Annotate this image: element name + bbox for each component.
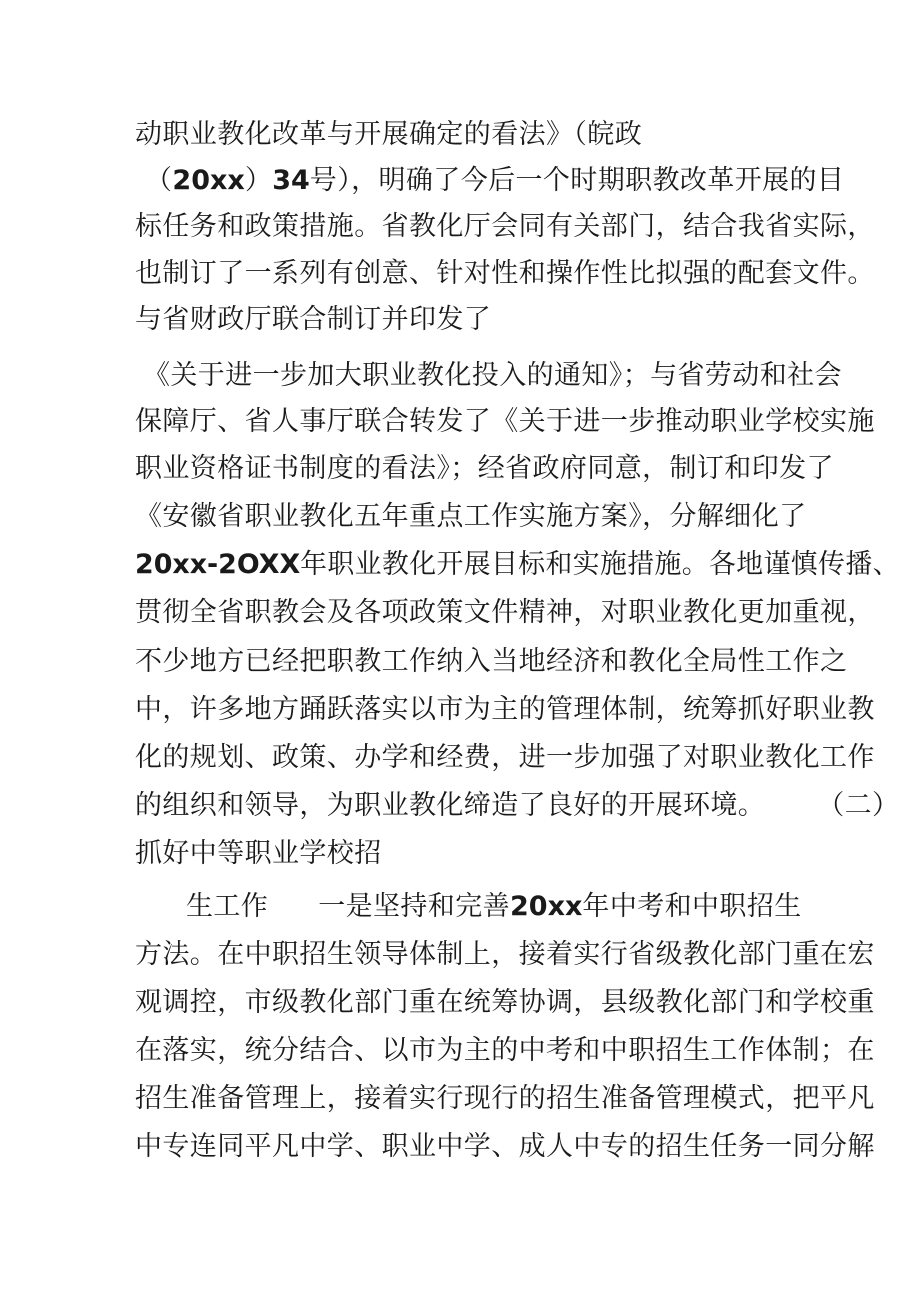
line-number: 20xx-2OXX [135,549,301,580]
text-line-11 [135,596,875,630]
line-close-paren: ） [244,165,273,196]
line-text: 抓好中等职业学校招 [135,838,382,869]
section-number: （二） [817,790,900,821]
text-line-8 [135,452,834,486]
line-number: 20xx [172,165,245,196]
text-line-2 [145,164,844,198]
text-line-10 [135,548,900,582]
text-line-18 [135,938,875,972]
text-line-22 [135,1130,875,1164]
line-text: 《安徽省职业教化五年重点工作实施方案》，分解细化了 [135,501,807,532]
line-text: 不少地方已经把职教工作纳入当地经济和教化全局性工作之 [135,646,848,677]
text-line-21 [135,1082,875,1116]
line-text: 一是坚持和完善 [318,891,511,922]
line-text: 标任务和政策措施。省教化厅会同有关部门，结合我省实际， [135,211,875,242]
line-open-paren: （ [145,165,173,196]
text-line-4 [135,257,875,291]
line-text: 号），明确了今后一个时期职教改革开展的目 [309,165,845,196]
text-line-12 [135,645,847,679]
text-line-16 [135,837,382,871]
text-line-13 [135,693,875,727]
text-line-3 [135,210,875,244]
text-line-15 [135,789,899,823]
line-text: 贯彻全省职教会及各项政策文件精神，对职业教化更加重视， [135,597,875,628]
line-text: 化的规划、政策、办学和经费，进一步加强了对职业教化工作 [135,742,875,773]
text-line-17 [186,890,802,924]
text-line-19 [135,986,875,1020]
line-text: 职业资格证书制度的看法》；经省政府同意，制订和印发了 [135,453,834,484]
line-text: 观调控，市级教化部门重在统筹协调，县级教化部门和学校重 [135,987,875,1018]
line-text: 在落实，统分结合、以市为主的中考和中职招生工作体制；在 [135,1035,875,1066]
line-text: 的组织和领导，为职业教化缔造了良好的开展环境。 [135,790,766,821]
text-line-1 [135,118,642,152]
line-text: 方法。在中职招生领导体制上，接着实行省级教化部门重在宏 [135,939,875,970]
line-text: 与省财政厅联合制订并印发了 [135,304,492,335]
line-number: 20xx [510,891,583,922]
line-text: 也制订了一系列有创意、针对性和操作性比拟强的配套文件。 [135,258,875,289]
text-line-7 [135,405,875,439]
line-text: 保障厅、省人事厅联合转发了《关于进一步推动职业学校实施 [135,406,875,437]
text-line-6 [143,359,842,393]
text-line-9 [135,500,807,534]
text-line-5 [135,303,491,337]
line-text: 年职业教化开展目标和实施措施。各地谨慎传播、 [300,549,900,580]
section-heading: 生工作 [186,891,269,922]
line-text: 中专连同平凡中学、职业中学、成人中专的招生任务一同分解 [135,1131,875,1162]
line-text: 中，许多地方踊跃落实以市为主的管理体制，统筹抓好职业教 [135,694,875,725]
line-text: 动职业教化改革与开展确定的看法》（皖政 [135,119,643,150]
line-text: 招生准备管理上，接着实行现行的招生准备管理模式，把平凡 [135,1083,875,1114]
line-text: 《关于进一步加大职业教化投入的通知》；与省劳动和社会 [143,360,842,391]
text-line-14 [135,741,875,775]
line-number-2: 34 [272,165,310,196]
text-line-20 [135,1034,875,1068]
line-text-2: 年中考和中职招生 [582,891,802,922]
